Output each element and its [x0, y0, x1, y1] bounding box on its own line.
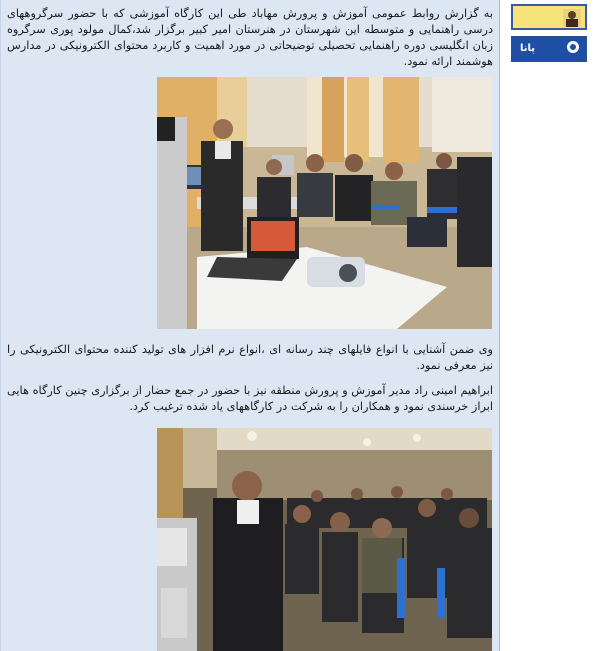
sidebar [501, 0, 601, 651]
workshop-photo-1 [157, 77, 492, 329]
article-paragraph-1: به گزارش روابط عمومی آموزش و پرورش مهاباد طی این کارگاه آموزشی که با حضور سرگروههای درسی راهنمایی و متوسطه این شهرستان در هنرستان امیر کبیر برگزار شد،کمال مولود پوری سرگروه زبان انگلیسی دوره راهنمایی تحصیلی توضیحاتی در مورد اهمیت و کاربرد محتوای الکترونیکی در مدارس هوشمند ارائه نمود. [7, 7, 493, 68]
sidebar-banner-pana[interactable] [511, 36, 587, 62]
workshop-photo-2 [157, 428, 492, 651]
banner-pana-title: پانا [520, 43, 536, 54]
pana-logo-icon [566, 40, 580, 54]
sidebar-banner-yellow[interactable] [511, 4, 587, 30]
article-paragraph-3: ابراهیم امینی راد مدیر آموزش و پرورش منطقه نیز با حضور در جمع حضار از برگزاری چنین کارگاه هایی ابراز خرسندی نمود و همکاران را به شرکت در کارگاههای یاد شده ترغیب کرد. [7, 384, 493, 413]
portrait-icon [563, 9, 581, 27]
article-paragraph-2: وی ضمن آشنایی با انواع فایلهای چند رسانه ای ،انواع نرم افزار های تولید کننده محتوای الکترونیکی را نیز معرفی نمود. [7, 343, 493, 372]
photo-audience-speaker [157, 428, 492, 651]
photo-presentation-room [157, 77, 492, 329]
